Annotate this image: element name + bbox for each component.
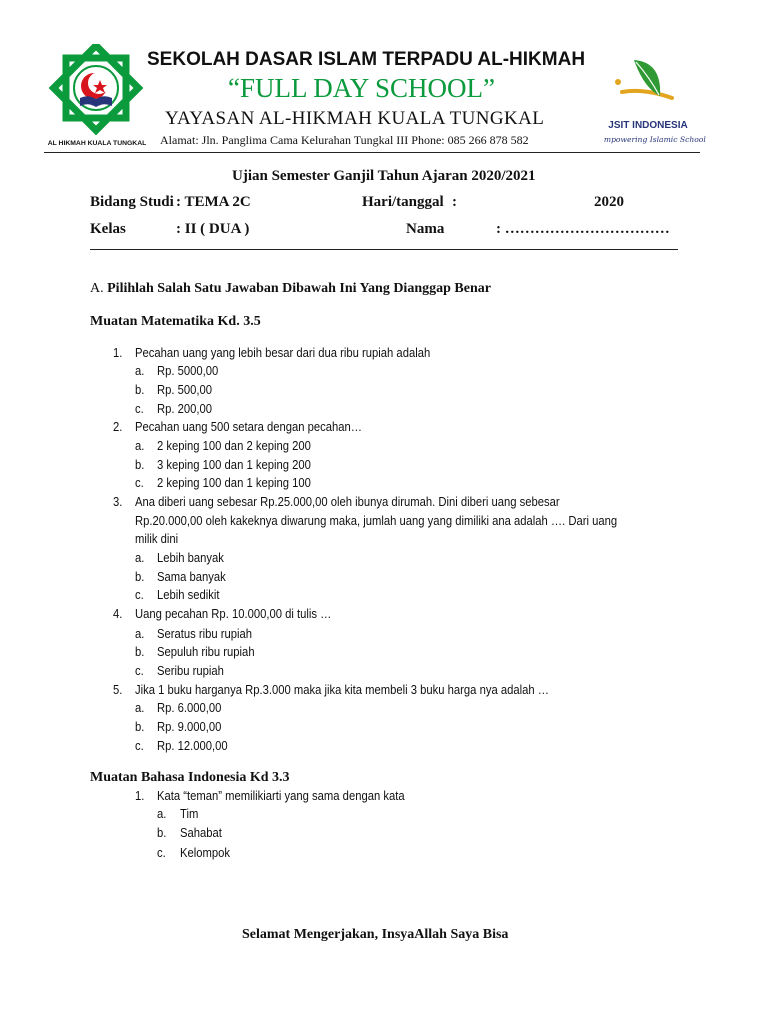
option-text: Sahabat bbox=[180, 826, 222, 840]
option-text: Rp. 12.000,00 bbox=[157, 739, 228, 753]
option-text: Sepuluh ribu rupiah bbox=[157, 645, 255, 659]
jsit-logo-tagline: Empowering Islamic Schools bbox=[604, 135, 706, 144]
question-text: Pecahan uang 500 setara dengan pecahan… bbox=[135, 420, 363, 434]
subject-value: : TEMA 2C bbox=[176, 194, 251, 210]
question-number: 4. bbox=[113, 607, 123, 621]
option-letter: c. bbox=[135, 402, 144, 416]
option-text: Rp. 500,00 bbox=[157, 383, 213, 397]
option-text: 2 keping 100 dan 2 keping 200 bbox=[157, 439, 311, 453]
option-text: Seratus ribu rupiah bbox=[157, 627, 253, 641]
class-label: Kelas bbox=[90, 221, 126, 237]
question-text-line: Rp.20.000,00 oleh kakeknya diwarung maka, jumlah uang yang dimiliki ana adalah …. Dari uang bbox=[135, 514, 618, 528]
option-letter: c. bbox=[157, 846, 166, 860]
section-instruction bbox=[90, 281, 491, 297]
exam-title: Ujian Semester Ganjil Tahun Ajaran 2020/2021 bbox=[232, 168, 536, 184]
section-letter: A. bbox=[90, 281, 104, 296]
subject-label: Bidang Studi bbox=[90, 194, 174, 210]
foundation-name: YAYASAN AL-HIKMAH KUALA TUNGKAL bbox=[165, 108, 545, 129]
option-letter: c. bbox=[135, 476, 144, 490]
option-letter: a. bbox=[157, 807, 167, 821]
option-letter: c. bbox=[135, 739, 144, 753]
question-number: 1. bbox=[135, 789, 145, 803]
option-text: Tim bbox=[180, 807, 199, 821]
question-number: 1. bbox=[113, 346, 123, 360]
question-number: 3. bbox=[113, 495, 123, 509]
option-letter: a. bbox=[135, 364, 145, 378]
question-text: Uang pecahan Rp. 10.000,00 di tulis … bbox=[135, 607, 332, 621]
option-letter: a. bbox=[135, 551, 145, 565]
option-letter: c. bbox=[135, 588, 144, 602]
option-text: 3 keping 100 dan 1 keping 200 bbox=[157, 458, 311, 472]
option-text: Rp. 200,00 bbox=[157, 402, 213, 416]
option-letter: b. bbox=[135, 720, 145, 734]
option-text: Seribu rupiah bbox=[157, 664, 224, 678]
option-text: 2 keping 100 dan 1 keping 100 bbox=[157, 476, 311, 490]
option-text: Lebih banyak bbox=[157, 551, 224, 565]
exam-year: 2020 bbox=[594, 194, 624, 210]
question-text: Ana diberi uang sebesar Rp.25.000,00 oleh ibunya dirumah. Dini diberi uang sebesar bbox=[135, 495, 560, 509]
option-text: Rp. 9.000,00 bbox=[157, 720, 222, 734]
option-text: Kelompok bbox=[180, 846, 231, 860]
day-colon: : bbox=[452, 194, 457, 210]
header-divider bbox=[90, 249, 678, 250]
option-text: Rp. 5000,00 bbox=[157, 364, 219, 378]
jsit-logo-title: JSIT INDONESIA bbox=[608, 120, 688, 131]
option-text: Rp. 6.000,00 bbox=[157, 701, 222, 715]
option-letter: b. bbox=[135, 383, 145, 397]
school-address: Alamat: Jln. Panglima Cama Kelurahan Tungkal III Phone: 085 266 878 582 bbox=[160, 133, 529, 147]
option-text: Lebih sedikit bbox=[157, 588, 220, 602]
option-letter: b. bbox=[157, 826, 167, 840]
question-number: 5. bbox=[113, 683, 123, 697]
name-label: Nama bbox=[406, 221, 445, 237]
option-letter: b. bbox=[135, 458, 145, 472]
math-heading: Muatan Matematika Kd. 3.5 bbox=[90, 314, 261, 329]
school-name: SEKOLAH DASAR ISLAM TERPADU AL-HIKMAH bbox=[147, 49, 586, 70]
bahasa-heading: Muatan Bahasa Indonesia Kd 3.3 bbox=[90, 770, 290, 785]
name-field: : …………………………… bbox=[496, 221, 670, 237]
option-letter: c. bbox=[135, 664, 144, 678]
jsit-logo bbox=[604, 52, 706, 150]
class-value: : II ( DUA ) bbox=[176, 221, 250, 237]
school-logo bbox=[44, 44, 150, 156]
letterhead-divider bbox=[44, 152, 700, 153]
option-letter: b. bbox=[135, 645, 145, 659]
option-letter: b. bbox=[135, 570, 145, 584]
option-letter: a. bbox=[135, 627, 145, 641]
question-text: Pecahan uang yang lebih besar dari dua ribu rupiah adalah bbox=[135, 346, 431, 360]
option-letter: a. bbox=[135, 701, 145, 715]
option-letter: a. bbox=[135, 439, 145, 453]
logo-caption: AL HIKMAH KUALA TUNGKAL bbox=[47, 140, 147, 147]
question-text: Jika 1 buku harganya Rp.3.000 maka jika kita membeli 3 buku harga nya adalah … bbox=[135, 683, 549, 697]
school-motto: “FULL DAY SCHOOL” bbox=[228, 73, 495, 103]
question-text-line: milik dini bbox=[135, 532, 179, 546]
instruction-text: Pilihlah Salah Satu Jawaban Dibawah Ini Yang Dianggap Benar bbox=[107, 281, 491, 296]
closing-message: Selamat Mengerjakan, InsyaAllah Saya Bisa bbox=[242, 927, 509, 942]
day-label: Hari/tanggal bbox=[362, 194, 444, 210]
question-text: Kata “teman” memilikiarti yang sama dengan kata bbox=[157, 789, 405, 803]
question-number: 2. bbox=[113, 420, 123, 434]
option-text: Sama banyak bbox=[157, 570, 226, 584]
